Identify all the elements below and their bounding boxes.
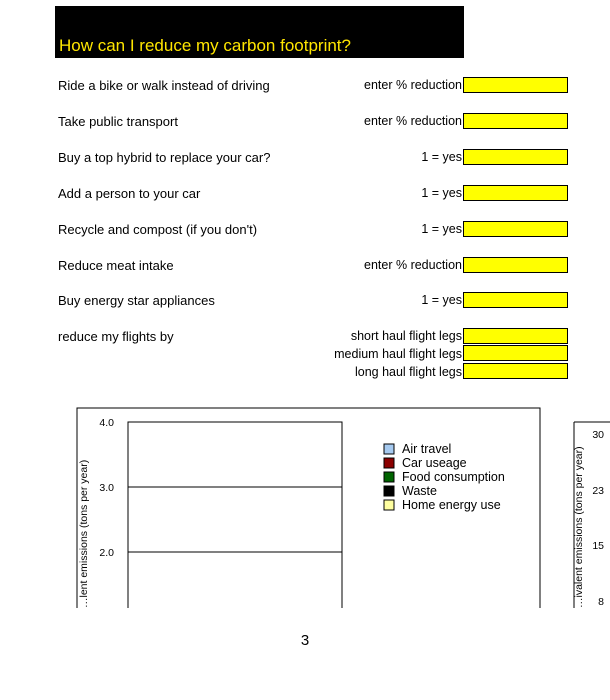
legend-swatch-food (384, 472, 394, 482)
appliances-input[interactable] (463, 292, 568, 308)
row-hint-recycle: 1 = yes (421, 222, 462, 236)
page-bottom (0, 608, 610, 700)
hybrid-input[interactable] (463, 149, 568, 165)
legend-air: Air travel (402, 442, 452, 456)
row-hint-meat: enter % reduction (364, 258, 462, 272)
row-hint-transport: enter % reduction (364, 114, 462, 128)
transport-input[interactable] (463, 113, 568, 129)
ytick-label: 4.0 (99, 417, 114, 429)
row-label-recycle: Recycle and compost (if you don't) (58, 222, 258, 237)
row-hint-hybrid: 1 = yes (421, 150, 462, 164)
row-hint-appliances: 1 = yes (421, 293, 462, 307)
row-label-appliances: Buy energy star appliances (58, 293, 215, 308)
medium-haul-input[interactable] (463, 345, 568, 361)
recycle-input[interactable] (463, 221, 568, 237)
ytick-label: 30 (592, 429, 604, 441)
legend-waste: Waste (402, 484, 437, 498)
legend-swatch-air (384, 444, 394, 454)
page-title: How can I reduce my carbon footprint? (59, 36, 351, 55)
row-hint-carpool: 1 = yes (421, 186, 462, 200)
row-label-carpool: Add a person to your car (58, 186, 201, 201)
short-haul-label: short haul flight legs (350, 329, 462, 343)
row-label-transport: Take public transport (58, 114, 178, 129)
bike-input[interactable] (463, 77, 568, 93)
medium-haul-label: medium haul flight legs (334, 347, 462, 361)
plot-area (128, 422, 342, 610)
legend-swatch-home (384, 500, 394, 510)
y-axis-label: …ivalent emissions (tons per year) (573, 446, 585, 608)
row-label-flights: reduce my flights by (58, 329, 174, 344)
legend-swatch-car (384, 458, 394, 468)
legend-home: Home energy use (402, 498, 501, 512)
meat-input[interactable] (463, 257, 568, 273)
short-haul-input[interactable] (463, 328, 568, 344)
legend-food: Food consumption (402, 470, 505, 484)
ytick-label: 2.0 (99, 547, 114, 559)
legend-car: Car useage (402, 456, 467, 470)
row-label-hybrid: Buy a top hybrid to replace your car? (58, 150, 271, 165)
row-hint-bike: enter % reduction (364, 78, 462, 92)
row-label-bike: Ride a bike or walk instead of driving (58, 78, 270, 93)
carpool-input[interactable] (463, 185, 568, 201)
long-haul-input[interactable] (463, 363, 568, 379)
row-label-meat: Reduce meat intake (58, 258, 174, 273)
emissions-chart (0, 400, 570, 610)
ytick-label: 23 (592, 485, 604, 497)
legend-swatch-waste (384, 486, 394, 496)
ytick-label: 3.0 (99, 482, 114, 494)
title-banner (55, 6, 464, 58)
long-haul-label: long haul flight legs (354, 365, 462, 379)
page-number: 3 (300, 632, 310, 649)
ytick-label: 8 (598, 596, 604, 608)
emissions-chart-2 (568, 400, 610, 610)
ytick-label: 15 (592, 540, 604, 552)
y-axis-label: …lent emissions (tons per year) (78, 459, 90, 608)
